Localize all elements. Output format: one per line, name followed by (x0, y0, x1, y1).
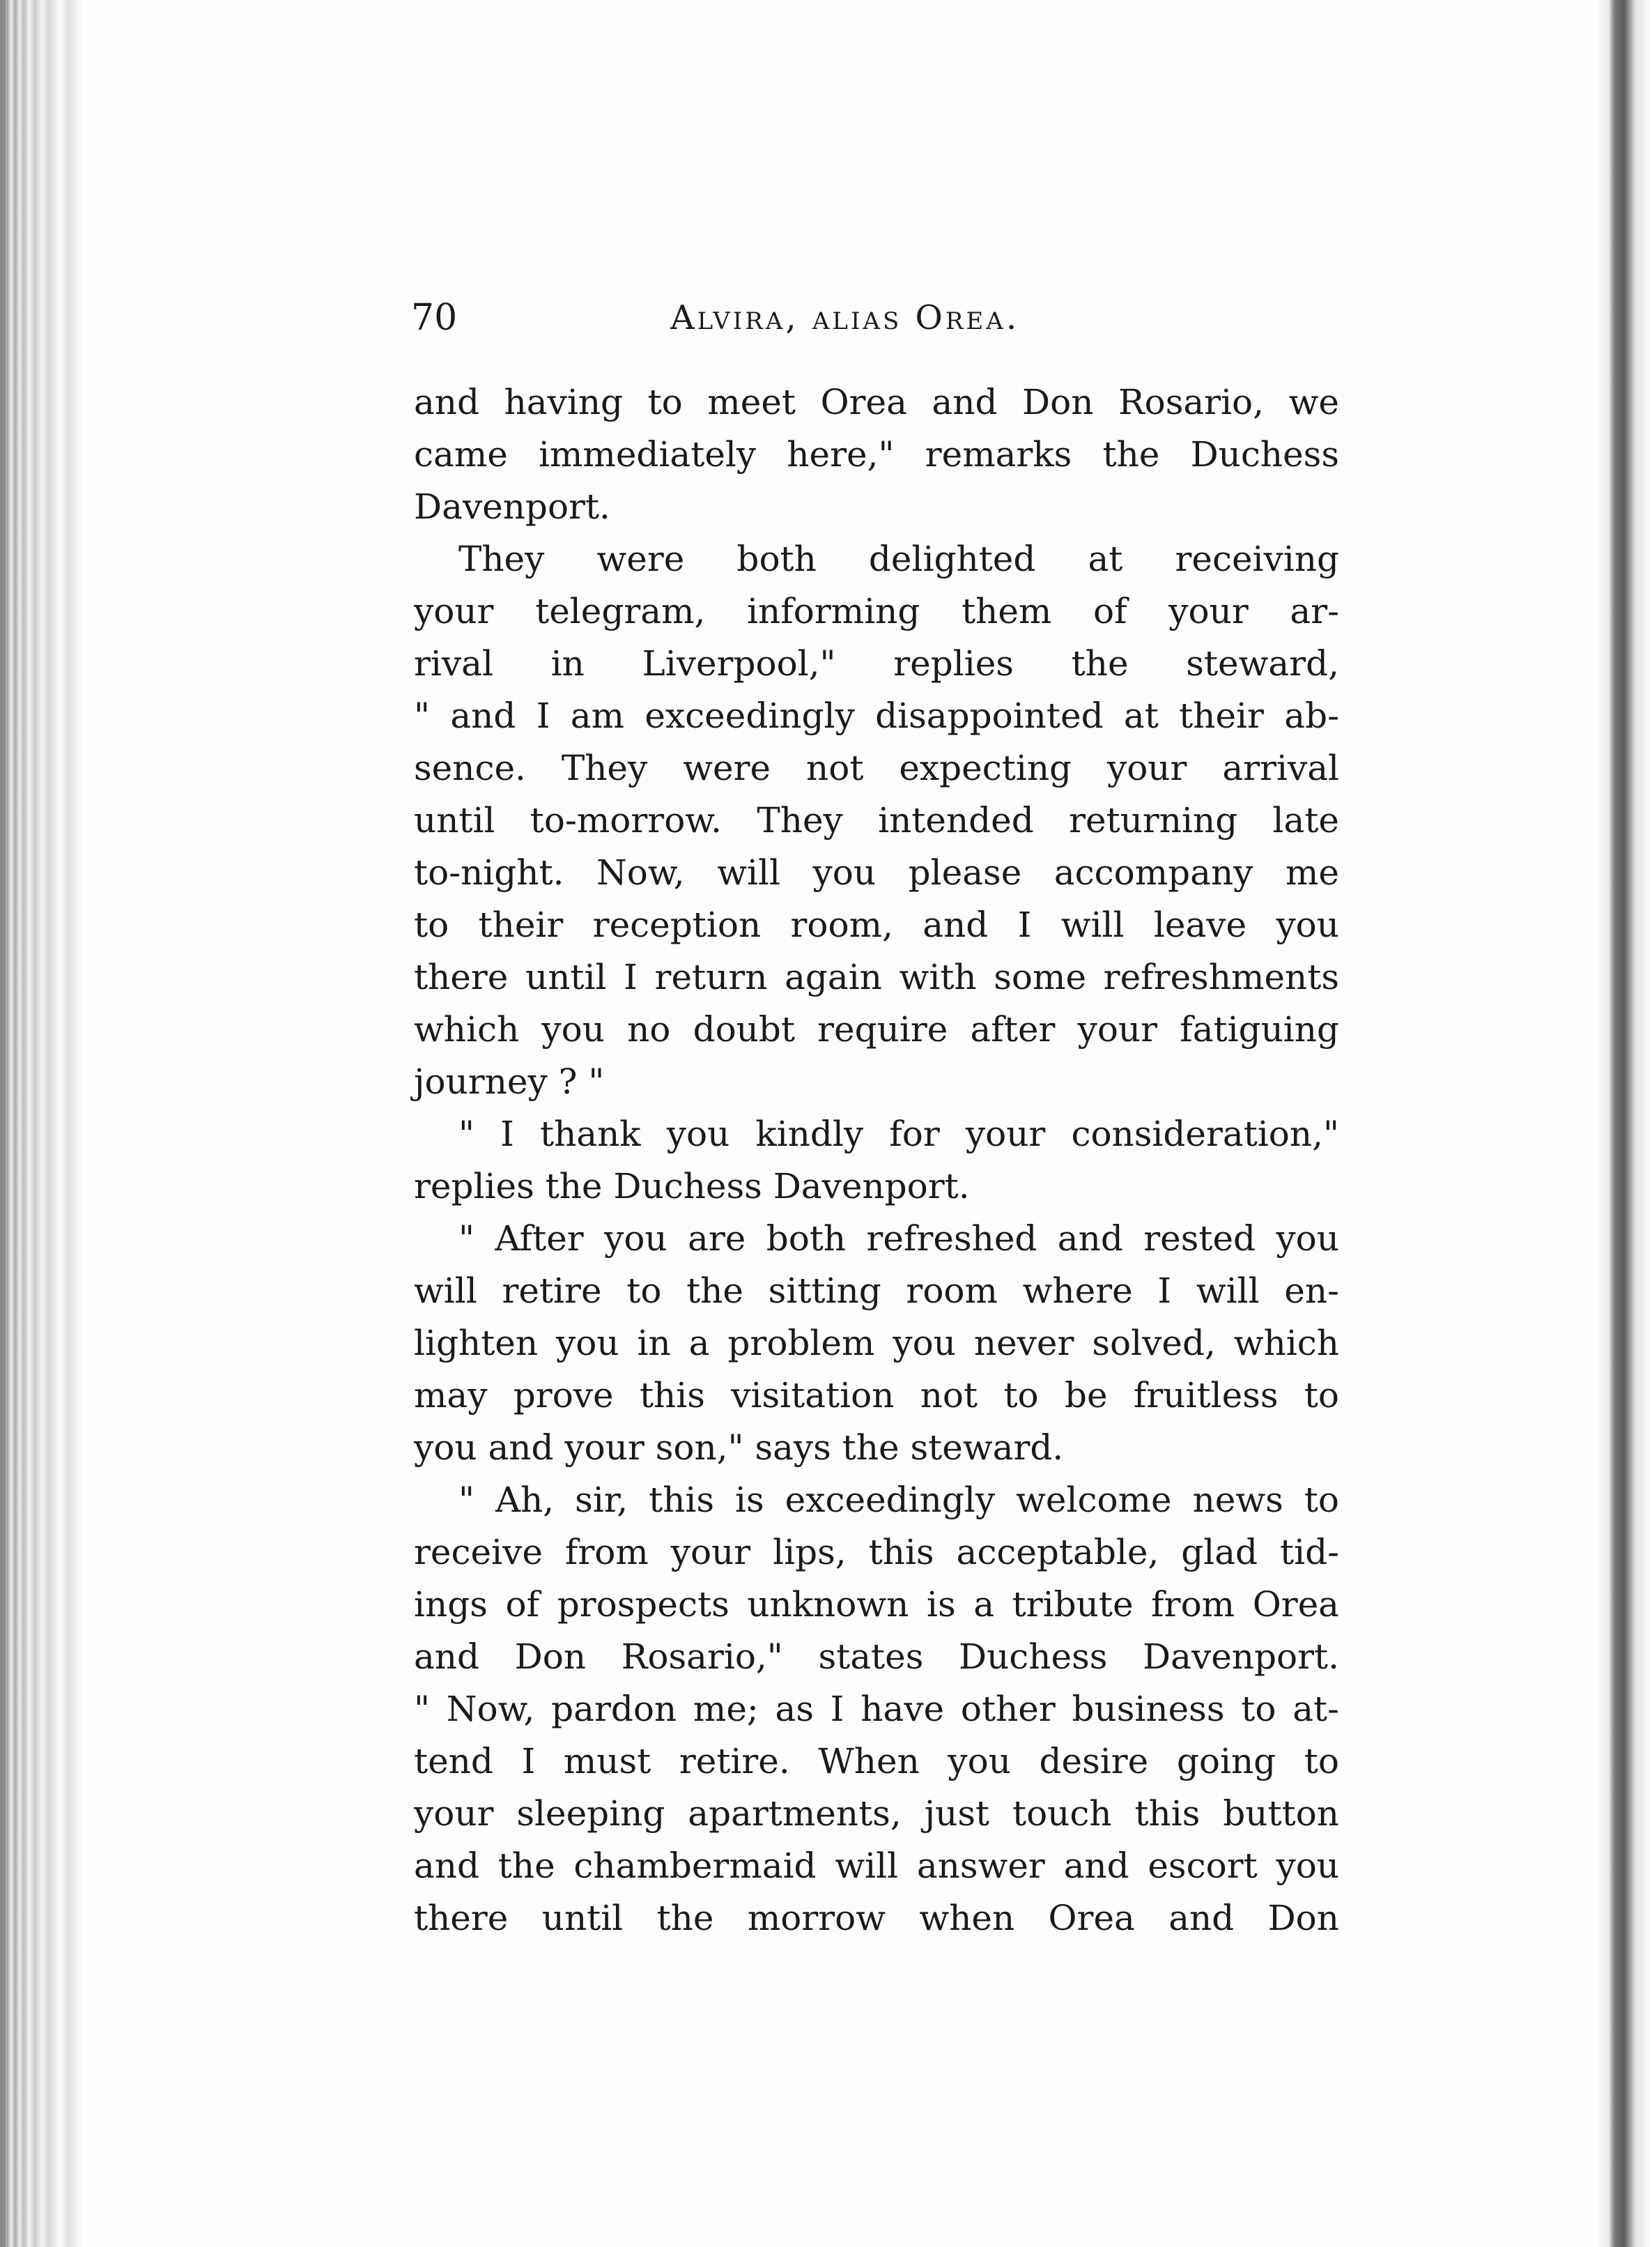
text-line: you and your son," says the steward. (414, 1427, 1064, 1468)
text-line: journey ? " (414, 1061, 605, 1102)
text-line: until to-morrow. They intended returning late (414, 800, 1339, 841)
text-line: ings of prospects unknown is a tribute from Orea (414, 1584, 1339, 1625)
left-page-edge (0, 0, 84, 2247)
text-line: will retire to the sitting room where I will en- (414, 1271, 1339, 1311)
text-line: " I thank you kindly for your consideration," (458, 1114, 1339, 1154)
text-line: and having to meet Orea and Don Rosario, we (414, 382, 1339, 422)
text-line: there until the morrow when Orea and Don (414, 1898, 1339, 1938)
text-line: may prove this visitation not to be fruitless to (414, 1375, 1339, 1416)
text-line: They were both delighted at receiving (458, 539, 1339, 579)
text-line: receive from your lips, this acceptable, glad tid- (414, 1532, 1339, 1572)
text-line: to their reception room, and I will leave you (414, 905, 1339, 945)
text-line: sence. They were not expecting your arrival (414, 748, 1339, 788)
page-header (411, 290, 1359, 346)
text-line: came immediately here," remarks the Duchess (414, 434, 1339, 475)
text-line: replies the Duchess Davenport. (414, 1166, 970, 1206)
text-line: " Ah, sir, this is exceedingly welcome news to (458, 1480, 1339, 1520)
text-line: which you no doubt require after your fatiguing (414, 1009, 1339, 1050)
body-text (414, 376, 1339, 1945)
text-line: " After you are both refreshed and rested you (458, 1218, 1339, 1259)
text-line: to-night. Now, will you please accompany me (414, 852, 1339, 893)
right-page-edge (1596, 0, 1652, 2247)
running-title: Alvira, alias Orea. (670, 298, 1020, 337)
text-line: there until I return again with some refreshments (414, 957, 1339, 997)
text-line: rival in Liverpool," replies the steward, (414, 643, 1339, 684)
page-number: 70 (411, 297, 458, 339)
text-line: Davenport. (414, 486, 610, 527)
text-line: your telegram, informing them of your ar- (414, 591, 1339, 631)
text-line: tend I must retire. When you desire going to (414, 1741, 1339, 1781)
text-line: lighten you in a problem you never solved, which (414, 1323, 1339, 1363)
text-line: and the chambermaid will answer and escort you (414, 1846, 1339, 1886)
text-line: your sleeping apartments, just touch this button (414, 1793, 1339, 1834)
text-line: " and I am exceedingly disappointed at their ab- (414, 696, 1339, 736)
text-line: and Don Rosario," states Duchess Davenport. (414, 1636, 1339, 1677)
text-line: " Now, pardon me; as I have other business to at- (414, 1689, 1339, 1729)
